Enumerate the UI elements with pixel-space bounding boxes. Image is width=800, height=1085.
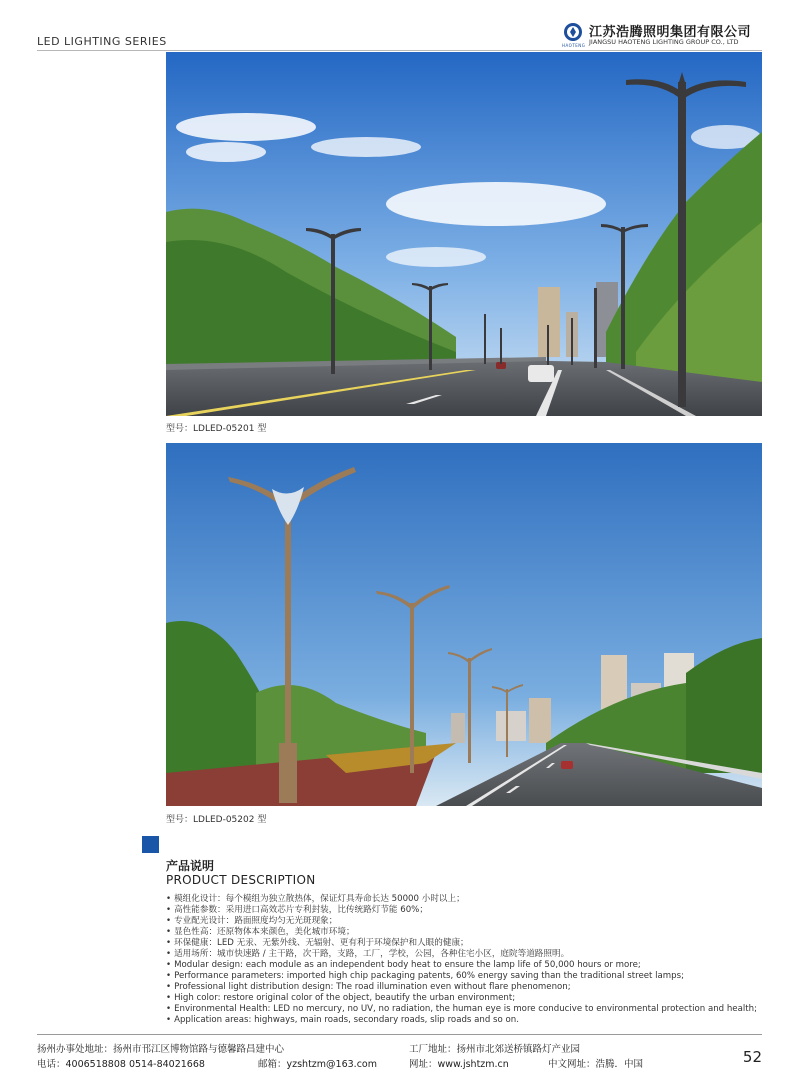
description-item: • 显色性高：还原物体本来颜色，美化城市环境； (166, 927, 766, 938)
page-number: 52 (742, 1048, 762, 1066)
email-address: 邮箱：yzshtzm@163.com (258, 1059, 377, 1070)
photo-caption-05201: 型号：LDLED-05201 型 (166, 424, 267, 434)
footer-divider (37, 1034, 762, 1035)
company-name-en: JIANGSU HAOTENG LIGHTING GROUP CO., LTD (589, 38, 739, 46)
product-photo-05202 (166, 443, 762, 806)
section-marker (142, 836, 159, 853)
description-item: • Performance parameters: imported high chip packaging patents, 60% energy saving than the traditional street lamps; (166, 971, 766, 982)
description-item: • 高性能参数：采用进口高效芯片专利封装，比传统路灯节能 60%； (166, 905, 766, 916)
company-logo (562, 21, 762, 47)
description-item: • 环保健康：LED 无汞、无紫外线、无辐射、更有利于环境保护和人眼的健康； (166, 938, 766, 949)
description-item: • Environmental Health: LED no mercury, no UV, no radiation, the human eye is more conducive to environmental protection and health; (166, 1004, 766, 1015)
series-label: LED LIGHTING SERIES (37, 35, 167, 48)
description-title-en: PRODUCT DESCRIPTION (166, 873, 316, 887)
phone-numbers: 电话：4006518808 0514-84021668 (37, 1059, 205, 1070)
logo-sub-text: HAOTENG (562, 43, 586, 48)
description-item: • High color: restore original color of the object, beautify the urban environment; (166, 993, 766, 1004)
description-item: • 模组化设计：每个模组为独立散热体，保证灯具寿命长达 50000 小时以上； (166, 894, 766, 905)
description-item: • Professional light distribution design: The road illumination even without flare phenomenon; (166, 982, 766, 993)
description-item: • Modular design: each module as an independent body heat to ensure the lamp life of 50,000 hours or more; (166, 960, 766, 971)
product-photo-05201 (166, 52, 762, 416)
chinese-website-link[interactable]: 中文网址：浩腾．中国 (548, 1059, 644, 1070)
description-title-cn: 产品说明 (166, 859, 215, 873)
description-item: • 专业配光设计：路面照度均匀无光斑现象； (166, 916, 766, 927)
office-address: 扬州办事处地址：扬州市邗江区博物馆路与德馨路昌建中心 (37, 1044, 285, 1055)
description-item: • 适用场所：城市快速路 / 主干路，次干路，支路，工厂，学校，公园，各种住宅小区，庭院等道路照明。 (166, 949, 766, 960)
description-item: • Application areas: highways, main roads, secondary roads, slip roads and so on. (166, 1015, 766, 1026)
website-link[interactable]: 网址：www.jshtzm.cn (409, 1059, 509, 1070)
header-divider (37, 50, 762, 51)
company-name-cn: 江苏浩腾照明集团有限公司 (589, 25, 752, 40)
company-logo-icon (562, 22, 584, 44)
description-list (166, 894, 766, 1026)
photo-caption-05202: 型号：LDLED-05202 型 (166, 815, 267, 825)
factory-address: 工厂地址：扬州市北郊送桥镇路灯产业园 (409, 1044, 581, 1055)
